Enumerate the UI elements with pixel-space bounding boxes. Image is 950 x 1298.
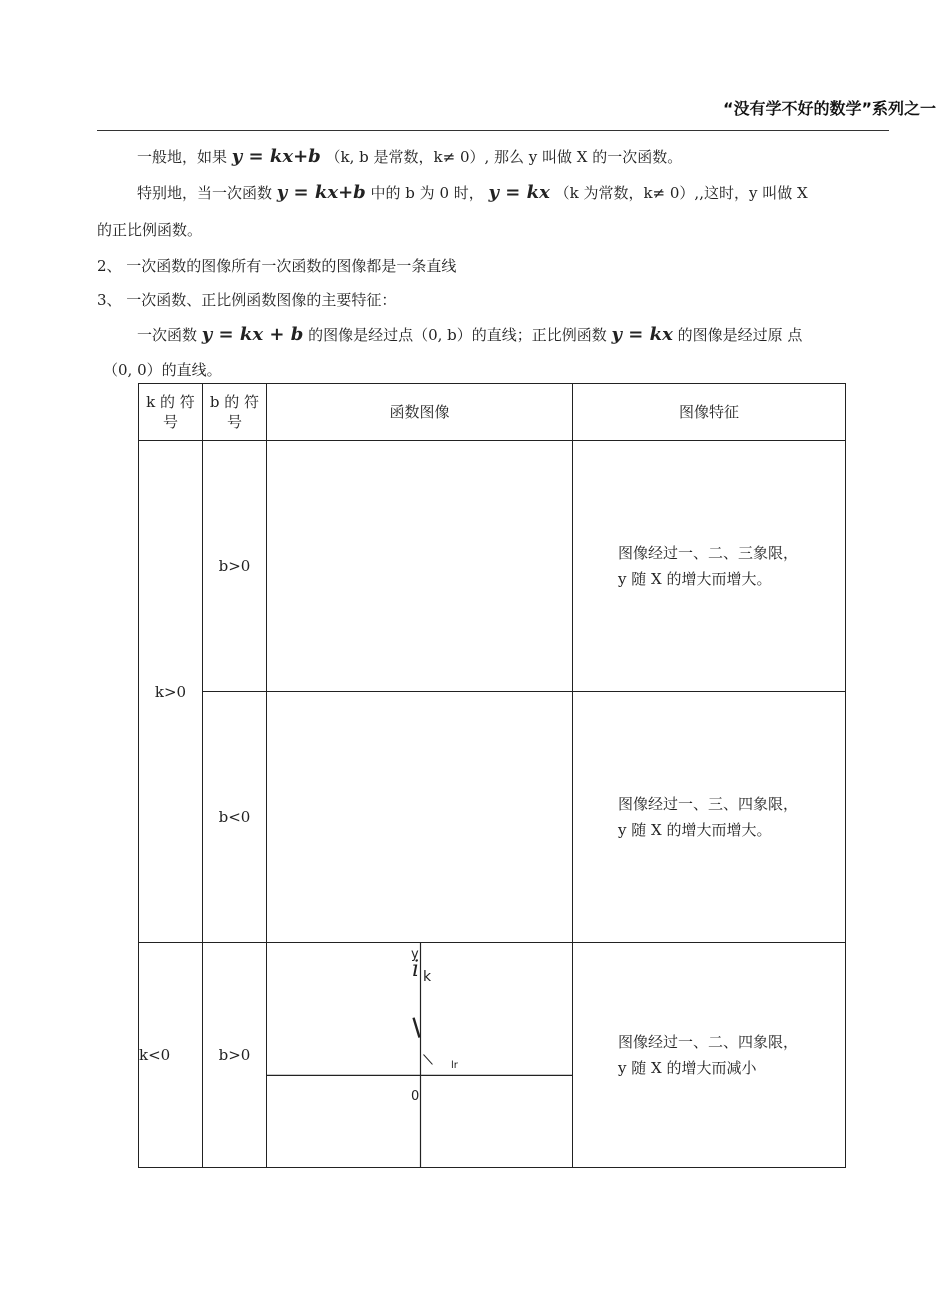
special-case-before: 特别地，当一次函数 — [137, 184, 273, 202]
feature-cell — [573, 692, 846, 943]
graph-desc-middle: 的图像是经过点（0, b）的直线；正比例函数 — [308, 326, 607, 344]
header-graph: 函数图像 — [267, 384, 573, 441]
formula-proportional: y = kx — [488, 182, 550, 203]
formula-proportional-2: y = kx — [611, 324, 673, 345]
k-mark-label: k — [423, 969, 432, 985]
table-header-row — [139, 384, 846, 441]
graph-cell-sketch — [267, 943, 573, 1168]
formula-linear-2: y = kx+b — [276, 182, 366, 203]
feature-line-2: y 随 X 的增大而减小 — [618, 1059, 757, 1077]
k-positive-cell: k>0 — [139, 441, 203, 943]
b-positive-cell: b>0 — [203, 943, 267, 1168]
series-title: “没有学不好的数学”系列之一 — [722, 99, 936, 118]
special-case-after: （k 为常数，k≠ 0）,,这时，y 叫做 X — [554, 184, 808, 202]
table-row — [139, 441, 846, 692]
graph-description-paragraph — [137, 324, 802, 346]
feature-line-2: y 随 X 的增大而增大。 — [618, 570, 772, 588]
special-case-continuation: 的正比例函数。 — [97, 221, 203, 239]
feature-cell — [573, 943, 846, 1168]
definition-text-before: 一般地，如果 — [137, 148, 228, 166]
special-case-middle: 中的 b 为 0 时， — [370, 184, 484, 202]
table-row — [139, 692, 846, 943]
feature-line-1: 图像经过一、三、四象限， — [618, 795, 799, 813]
item-2: 2、 一次函数的图像所有一次函数的图像都是一条直线 — [97, 257, 457, 275]
graph-desc-after: 的图像是经过原 点 — [677, 326, 803, 344]
feature-cell — [573, 441, 846, 692]
origin-label: 0 — [411, 1089, 420, 1104]
definition-text-after: （k, b 是常数，k≠ 0）, 那么 y 叫做 X 的一次函数。 — [325, 148, 683, 166]
function-line-segment — [414, 1018, 420, 1038]
y-axis-label: y — [411, 947, 419, 962]
definition-paragraph — [137, 146, 682, 168]
k-negative-cell: k<0 — [139, 943, 203, 1168]
header-feature: 图像特征 — [573, 384, 846, 441]
lr-mark-label: lr — [451, 1060, 458, 1071]
feature-line-1: 图像经过一、二、四象限， — [618, 1033, 799, 1051]
graph-cell-empty — [267, 441, 573, 692]
i-mark-label: i — [412, 957, 420, 982]
feature-line-2: y 随 X 的增大而增大。 — [618, 821, 772, 839]
item-3: 3、 一次函数、正比例函数图像的主要特征： — [97, 291, 397, 309]
special-case-paragraph — [137, 182, 808, 204]
formula-linear: y = kx+b — [231, 146, 321, 167]
function-line-tail — [423, 1055, 432, 1065]
header-b-sign: b 的 符 号 — [203, 384, 267, 441]
graph-desc-before: 一次函数 — [137, 326, 198, 344]
graph-cell-empty — [267, 692, 573, 943]
b-negative-cell: b<0 — [203, 692, 267, 943]
b-positive-cell: b>0 — [203, 441, 267, 692]
header-k-sign: k 的 符 号 — [139, 384, 203, 441]
formula-linear-3: y = kx + b — [201, 324, 304, 345]
feature-line-1: 图像经过一、二、三象限， — [618, 544, 799, 562]
function-feature-table — [138, 383, 846, 1168]
header-divider — [97, 130, 889, 131]
coordinate-sketch — [267, 943, 572, 1167]
graph-description-continuation: （0, 0）的直线。 — [103, 361, 222, 379]
table-row — [139, 943, 846, 1168]
